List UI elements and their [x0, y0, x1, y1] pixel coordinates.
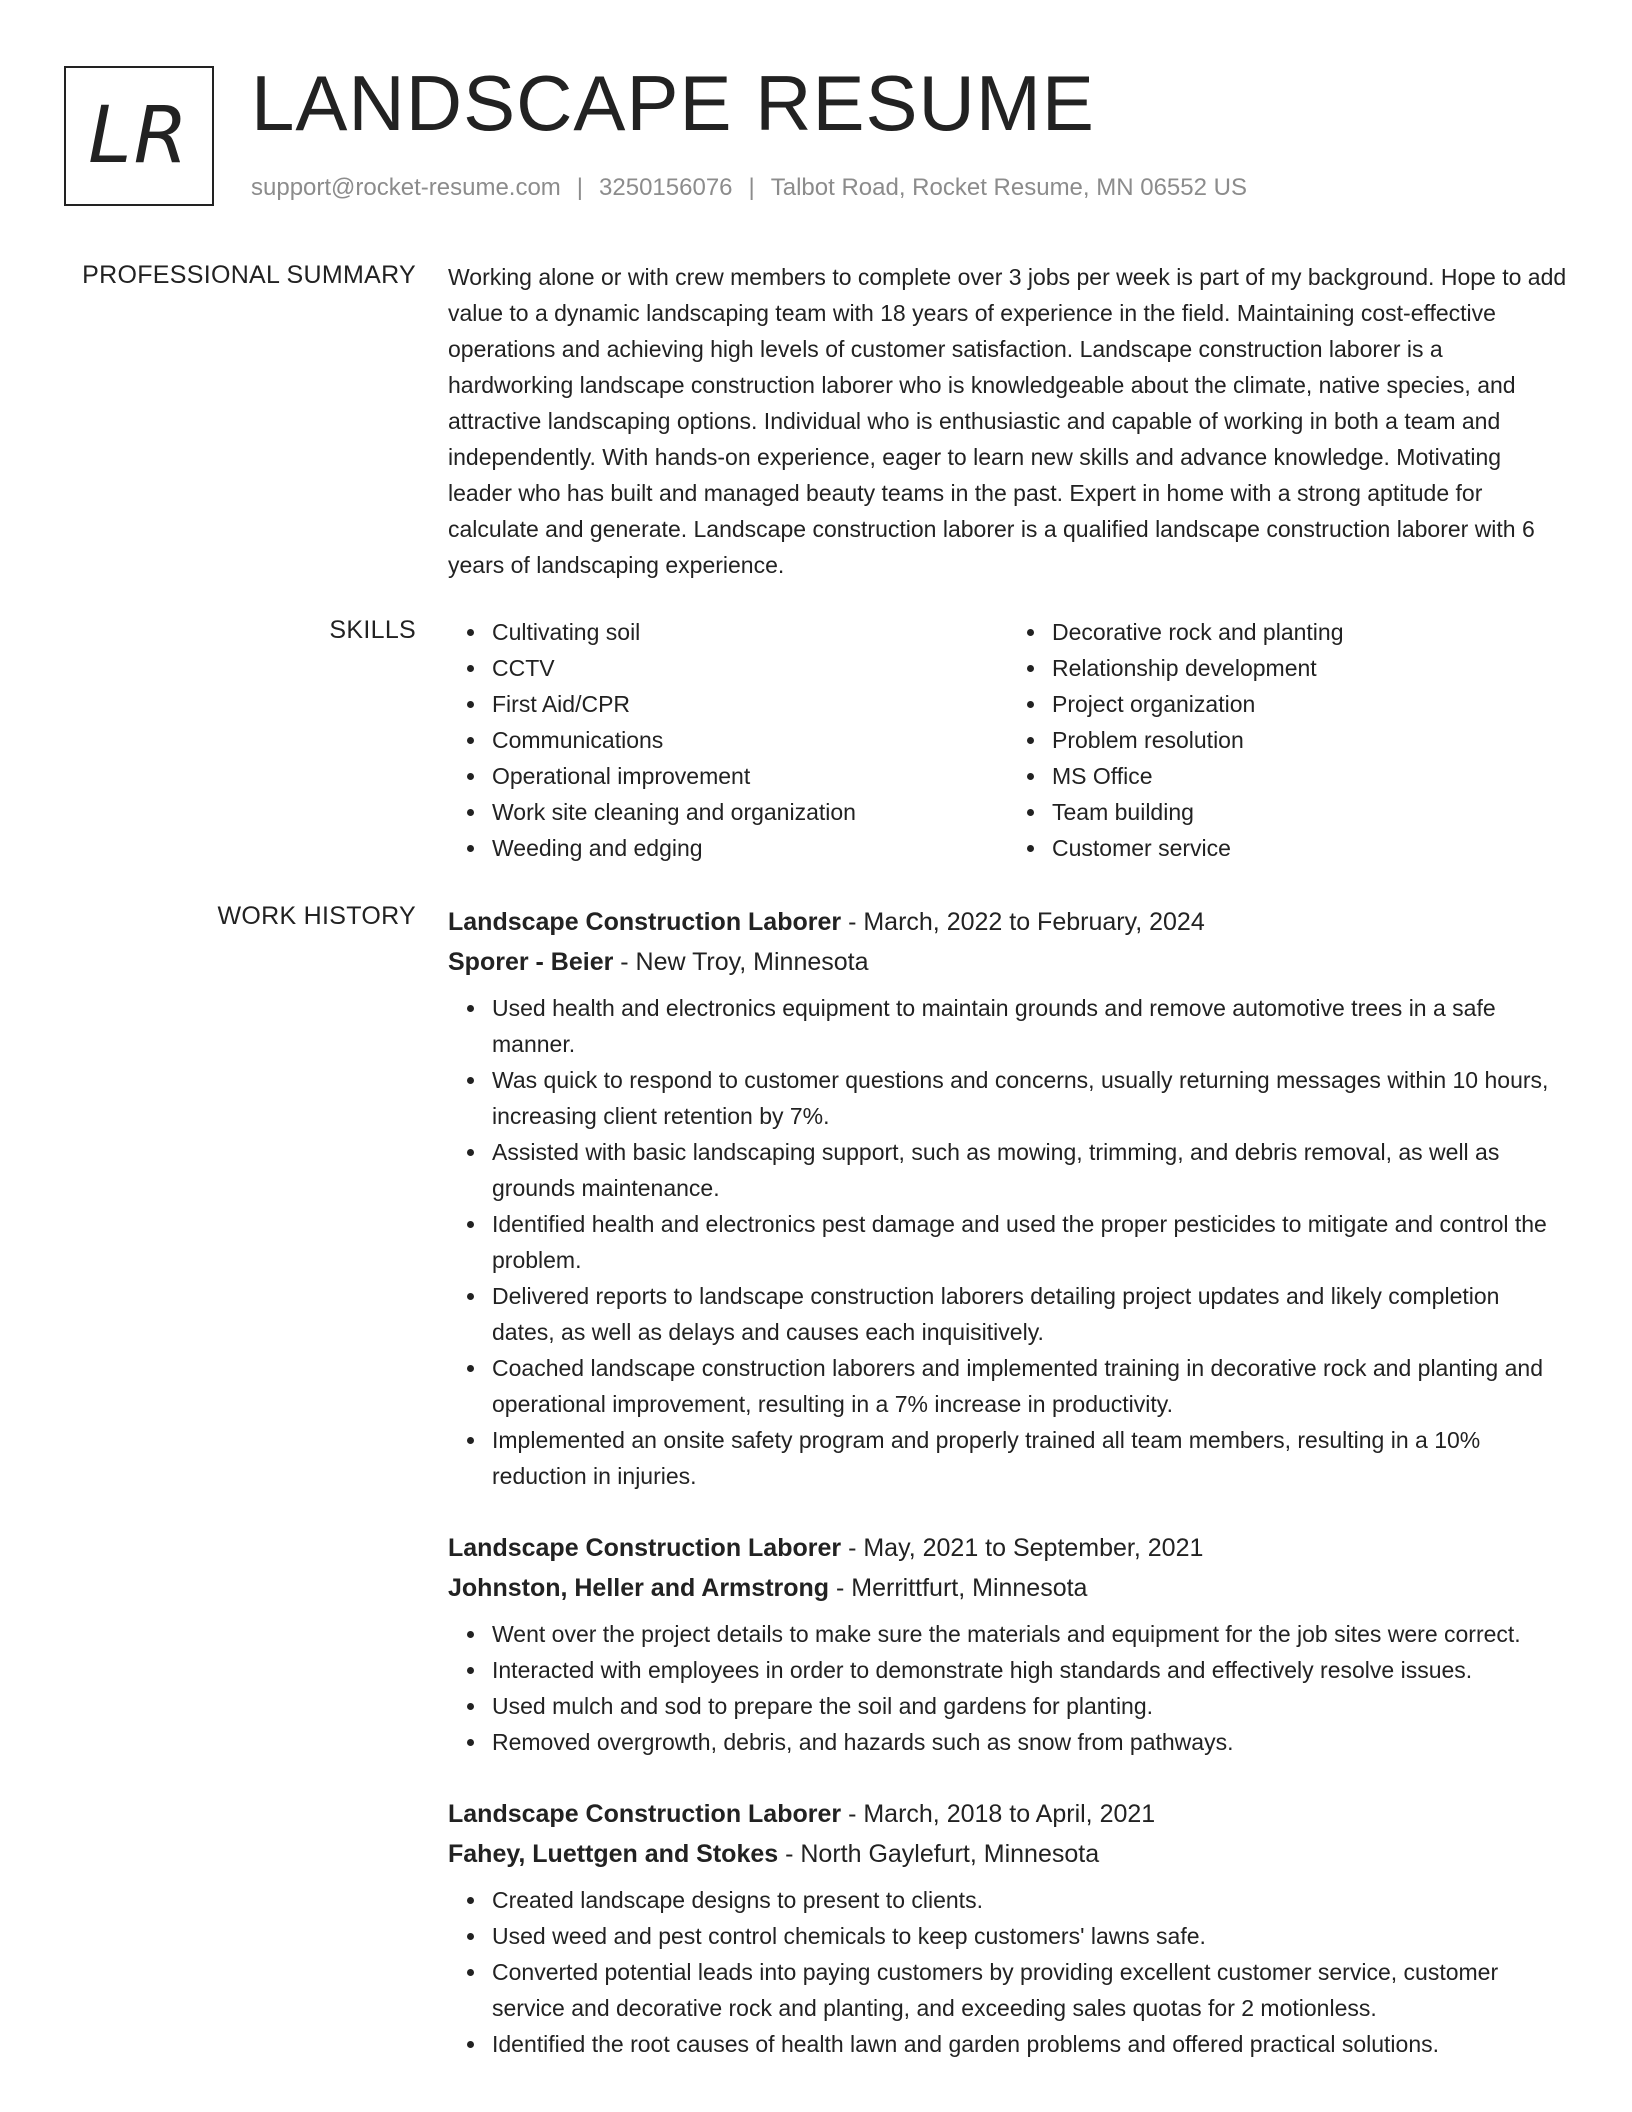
- job-entry: [448, 902, 1568, 1494]
- contact-email: support@rocket-resume.com: [251, 174, 561, 201]
- job-company: Johnston, Heller and Armstrong: [448, 1574, 830, 1602]
- contact-address: Talbot Road, Rocket Resume, MN 06552 US: [770, 174, 1247, 201]
- job-location: - New Troy, Minnesota: [613, 948, 869, 976]
- skill-item: Weeding and edging: [492, 830, 1008, 866]
- job-title-line: [448, 1794, 1568, 1834]
- section-heading-summary: PROFESSIONAL SUMMARY: [82, 261, 416, 289]
- job-bullet: Identified the root causes of health lawn and garden problems and offered practical solutions.: [492, 2026, 1568, 2062]
- job-company-line: [448, 1834, 1568, 1874]
- job-dates: - May, 2021 to September, 2021: [841, 1534, 1204, 1562]
- candidate-name: LANDSCAPE RESUME: [251, 59, 1095, 147]
- job-bullet: Used weed and pest control chemicals to keep customers' lawns safe.: [492, 1918, 1568, 1954]
- job-list: [448, 902, 1568, 2096]
- skill-item: CCTV: [492, 650, 1008, 686]
- skill-item: Operational improvement: [492, 758, 1008, 794]
- job-bullet: Removed overgrowth, debris, and hazards such as snow from pathways.: [492, 1724, 1568, 1760]
- job-bullet: Used mulch and sod to prepare the soil and gardens for planting.: [492, 1688, 1568, 1724]
- job-bullet-list: [448, 990, 1568, 1494]
- skill-item: Problem resolution: [1052, 722, 1568, 758]
- skill-item: Customer service: [1052, 830, 1568, 866]
- job-company: Fahey, Luettgen and Stokes: [448, 1840, 779, 1868]
- job-bullet: Converted potential leads into paying customers by providing excellent customer service, customer service and decorative rock and planting, and exceeding sales quotas for 2 motionless.: [492, 1954, 1568, 2026]
- job-bullet: Interacted with employees in order to demonstrate high standards and effectively resolve issues.: [492, 1652, 1568, 1688]
- job-bullet: Identified health and electronics pest damage and used the proper pesticides to mitigate and control the problem.: [492, 1206, 1568, 1278]
- skill-item: Cultivating soil: [492, 614, 1008, 650]
- job-entry: [448, 1794, 1568, 2062]
- monogram-logo: LR: [64, 66, 214, 206]
- skills-list-left: [448, 614, 1008, 866]
- skill-item: Relationship development: [1052, 650, 1568, 686]
- job-location: - North Gaylefurt, Minnesota: [778, 1840, 1100, 1868]
- section-heading-work: WORK HISTORY: [217, 902, 416, 930]
- job-bullet: Used health and electronics equipment to maintain grounds and remove automotive trees in a safe manner.: [492, 990, 1568, 1062]
- skills-list-right: [1008, 614, 1568, 866]
- job-bullet-list: [448, 1616, 1568, 1760]
- job-title: Landscape Construction Laborer: [448, 1800, 842, 1828]
- job-bullet: Assisted with basic landscaping support, such as mowing, trimming, and debris removal, as well as grounds maintenance.: [492, 1134, 1568, 1206]
- job-dates: - March, 2022 to February, 2024: [841, 908, 1205, 936]
- job-title-line: [448, 1528, 1568, 1568]
- contact-line: [251, 174, 1247, 202]
- job-entry: [448, 1528, 1568, 1760]
- job-dates: - March, 2018 to April, 2021: [841, 1800, 1156, 1828]
- job-title-line: [448, 902, 1568, 942]
- job-company-line: [448, 942, 1568, 982]
- summary-text: Working alone or with crew members to complete over 3 jobs per week is part of my background. Hope to add value to a dynamic landscaping team with 18 years of experience in the field. Maintaining cost-effective operations and achieving high levels of customer satisfaction. Landscape construction laborer is a hardworking landscape construction laborer who is knowledgeable about the climate, native species, and attractive landscaping options. Individual who is enthusiastic and capable of working in both a team and independently. With hands-on experience, eager to learn new skills and advance knowledge. Motivating leader who has built and managed beauty teams in the past. Expert in home with a strong aptitude for calculate and generate. Landscape construction laborer is a qualified landscape construction laborer with 6 years of landscaping experience.: [448, 264, 1567, 578]
- contact-separator: |: [748, 174, 755, 201]
- contact-phone: 3250156076: [599, 174, 733, 201]
- skill-item: MS Office: [1052, 758, 1568, 794]
- job-company-line: [448, 1568, 1568, 1608]
- skills-columns: [448, 614, 1568, 866]
- skill-item: Work site cleaning and organization: [492, 794, 1008, 830]
- job-location: - Merrittfurt, Minnesota: [829, 1574, 1088, 1602]
- job-bullet: Went over the project details to make sure the materials and equipment for the job sites were correct.: [492, 1616, 1568, 1652]
- job-title: Landscape Construction Laborer: [448, 1534, 842, 1562]
- job-bullet-list: [448, 1882, 1568, 2062]
- contact-separator: |: [576, 174, 584, 201]
- skill-item: Team building: [1052, 794, 1568, 830]
- skill-item: Project organization: [1052, 686, 1568, 722]
- job-company: Sporer - Beier: [448, 948, 614, 976]
- section-heading-skills: SKILLS: [329, 616, 416, 644]
- job-bullet: Delivered reports to landscape construction laborers detailing project updates and likely completion dates, as well as delays and causes each inquisitively.: [492, 1278, 1568, 1350]
- job-bullet: Implemented an onsite safety program and properly trained all team members, resulting in a 10% reduction in injuries.: [492, 1422, 1568, 1494]
- skill-item: First Aid/CPR: [492, 686, 1008, 722]
- job-title: Landscape Construction Laborer: [448, 908, 842, 936]
- skill-item: Decorative rock and planting: [1052, 614, 1568, 650]
- job-bullet: Was quick to respond to customer questions and concerns, usually returning messages within 10 hours, increasing client retention by 7%.: [492, 1062, 1568, 1134]
- resume-header: [64, 59, 1568, 216]
- job-bullet: Created landscape designs to present to clients.: [492, 1882, 1568, 1918]
- skill-item: Communications: [492, 722, 1008, 758]
- job-bullet: Coached landscape construction laborers and implemented training in decorative rock and planting and operational improvement, resulting in a 7% increase in productivity.: [492, 1350, 1568, 1422]
